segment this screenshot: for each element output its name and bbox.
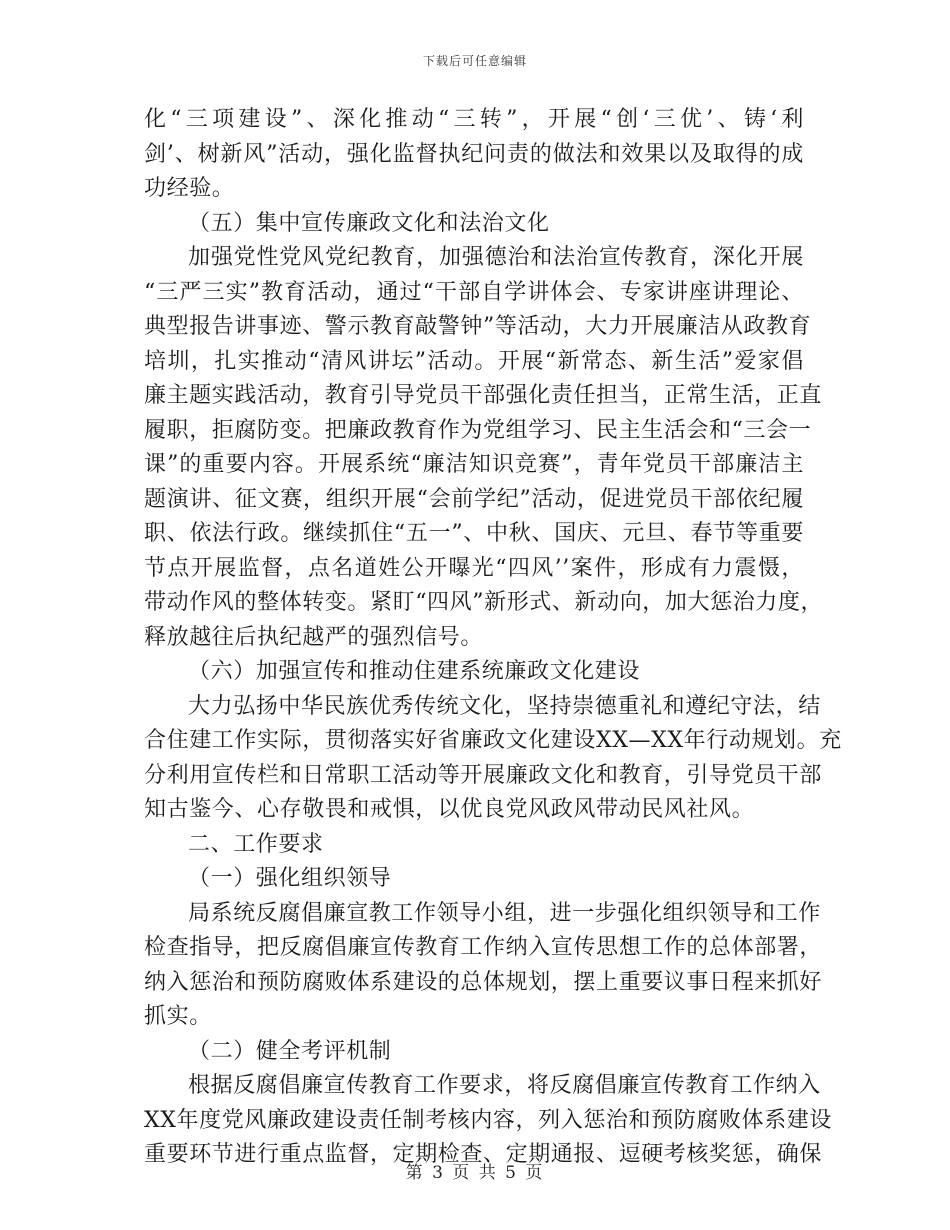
page-header: 下载后可任意编辑 xyxy=(422,54,527,68)
text-line: （二）健全考评机制 xyxy=(188,1038,392,1064)
document-body xyxy=(144,103,842,1173)
text-line: 知古鉴今、心存敬畏和戒惧，以优良党风政风带动民风社风。 xyxy=(144,797,755,822)
text-line: 重要环节进行重点监督，定期检查、定期通报、逗硬考核奖惩，确保 xyxy=(144,1142,823,1167)
text-line: 培圳，扎实推动“清风讲坛”活动。开展“新常态、新生活”爱家倡 xyxy=(144,348,804,374)
text-line: 化“三项建设”、深化推动“三转”，开展“创‘三优’、铸‘利 xyxy=(144,107,804,132)
text-line: 抓实。 xyxy=(144,1004,212,1029)
text-line: XX年度党风廉政建设责任制考核内容，列入惩治和预防腐败体系建设 xyxy=(144,1107,832,1133)
text-line: 廉主题实践活动，教育引导党员干部强化责任担当，正常生活，正直 xyxy=(144,383,823,408)
text-line: 加强党性党风党纪教育，加强德治和法治宣传教育，深化开展 xyxy=(188,245,804,270)
text-line: 典型报告讲事迹、警示教育敲警钟”等活动，大力开展廉洁从政教育 xyxy=(144,314,812,339)
text-line: “三严三实”教育活动，通过“干部自学讲体会、专家讲座讲理论、 xyxy=(144,279,804,305)
text-line: 释放越往后执纪越严的强烈信号。 xyxy=(144,624,484,650)
text-line: 功经验。 xyxy=(144,176,235,201)
text-line: 纳入惩治和预防腐败体系建设的总体规划，摆上重要议事日程来抓好 xyxy=(144,969,823,995)
text-line: 课”的重要内容。开展系统“廉洁知识竞赛”，青年党员干部廉洁主 xyxy=(144,452,804,477)
text-line: 合住建工作实际，贯彻落实好省廉政文化建设XX—XX年行动规划。充 xyxy=(144,728,842,753)
text-line: 二、工作要求 xyxy=(188,831,324,857)
text-line: （五）集中宣传廉政文化和法治文化 xyxy=(188,210,550,236)
text-line: 根据反腐倡廉宣传教育工作要求，将反腐倡廉宣传教育工作纳入 xyxy=(188,1073,821,1098)
text-line: 题演讲、征文赛，组织开展“会前学纪”活动，促进党员干部依纪履 xyxy=(144,486,804,512)
text-line: 履职，拒腐防变。把廉政教育作为党组学习、民主生活会和“三会一 xyxy=(144,417,812,443)
text-line: 局系统反腐倡廉宣教工作领导小组，进一步强化组织领导和工作 xyxy=(188,900,821,926)
text-line: 分利用宣传栏和日常职工活动等开展廉政文化和教育，引导党员干部 xyxy=(144,762,823,788)
text-line: 大力弘扬中华民族优秀传统文化，坚持崇德重礼和遵纪守法，结 xyxy=(188,693,821,719)
text-line: 检查指导，把反腐倡廉宣传教育工作纳入宣传思想工作的总体部署， xyxy=(144,935,823,960)
text-line: （一）强化组织领导 xyxy=(188,866,392,891)
text-line: 职、依法行政。继续抓住“五一”、中秋、国庆、元旦、春节等重要 xyxy=(144,521,804,546)
text-line: （六）加强宣传和推动住建系统廉政文化建设 xyxy=(188,659,641,684)
page-number-footer: 第 3 页 共 5 页 xyxy=(405,1163,545,1183)
text-line: 剑’、树新风”活动，强化监督执纪问责的做法和效果以及取得的成 xyxy=(144,141,804,167)
text-line: 节点开展监督，点名道姓公开曝光“四风’’案件，形成有力震慑， xyxy=(144,555,804,581)
text-line: 带动作风的整体转变。紧盯“四风”新形式、新动向，加大惩治力度， xyxy=(144,590,824,615)
